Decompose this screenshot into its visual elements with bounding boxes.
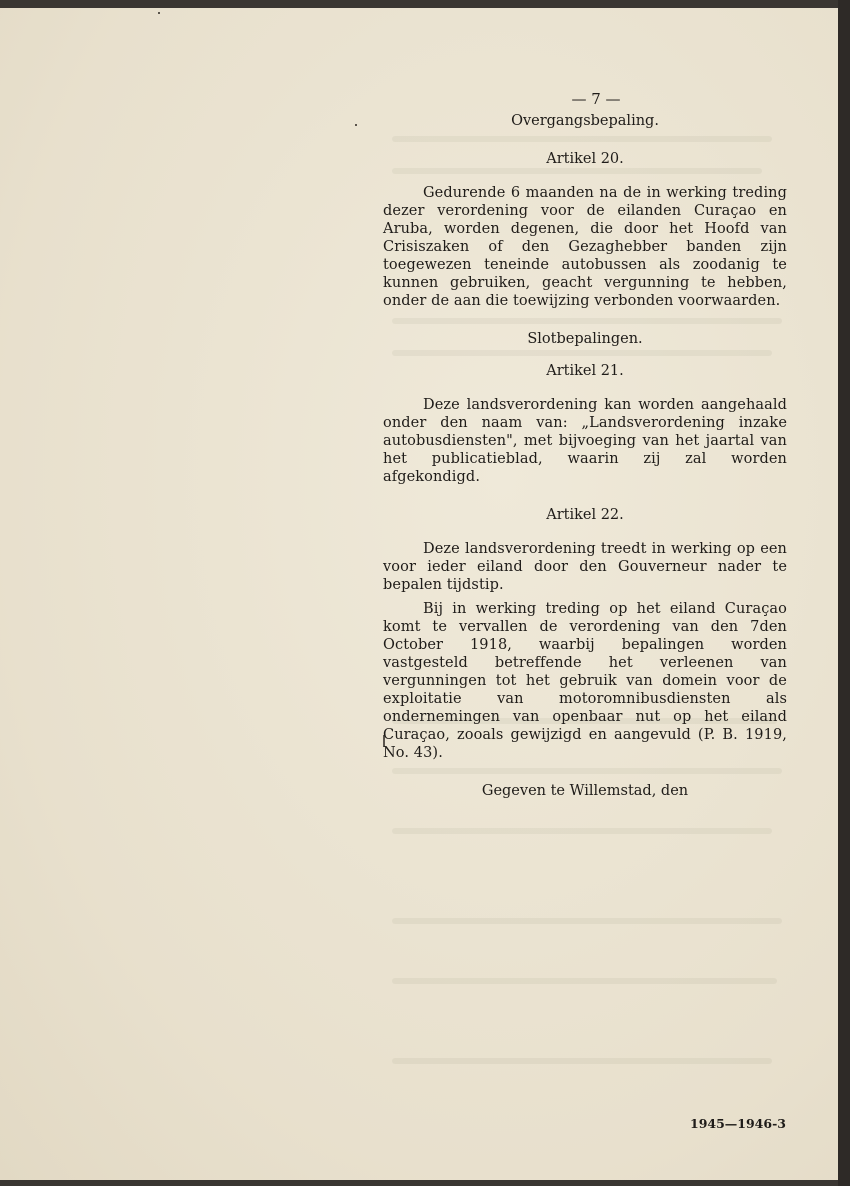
ink-dot [158,12,160,14]
artikel-21-text: Deze landsverordening kan worden aangehaald onder den naam van: „Landsverordening inzake autobusdiensten", met bijvoeging van het jaartal van het publicatieblad, waarin zij zal worden afgekondigd. [383,397,787,485]
artikel-22-text-2: Bij in werking treding op het eiland Curaçao komt te vervallen de verordening van den 7den October 1918, waarbij bepalingen worden vastgesteld betreffende het verleenen van vergunningen tot het gebruik van domein voor de exploitatie van motoromnibusdiensten als ondernemingen van openbaar nut op het eiland Curaçao, zooals gewijzigd en aangevuld (P. B. 1919, No. 43). [383,601,787,761]
artikel-22-text-1: Deze landsverordening treedt in werking op een voor ieder eiland door den Gouverneur nader te bepalen tijdstip. [383,541,787,593]
artikel-20-text: Gedurende 6 maanden na de in werking treding dezer verordening voor de eilanden Curaçao en Aruba, worden degenen, die door het Hoofd van Crisiszaken of den Gezaghebber banden zijn toegewezen teneinde autobussen als zoodanig te kunnen gebruiken, geacht vergunning te hebben, onder de aan die toewijzing verbonden voorwaarden. [383,185,787,309]
scanner-edge [838,0,850,1186]
heading-slotbepalingen: Slotbepalingen. [527,331,643,347]
artikel-20-title: Artikel 20. [546,151,624,167]
publication-reference: 1945—1946-3 [690,1116,786,1131]
document-body [383,90,787,800]
ink-dot [355,124,357,126]
gegeven-te-willemstad: Gegeven te Willemstad, den [481,783,689,799]
artikel-21-title: Artikel 21. [546,363,624,379]
page-number: — 7 — [571,90,621,108]
heading-overgangsbepaling: Overgangsbepaling. [511,113,659,129]
document-page [0,8,838,1180]
artikel-22-title: Artikel 22. [546,507,624,523]
